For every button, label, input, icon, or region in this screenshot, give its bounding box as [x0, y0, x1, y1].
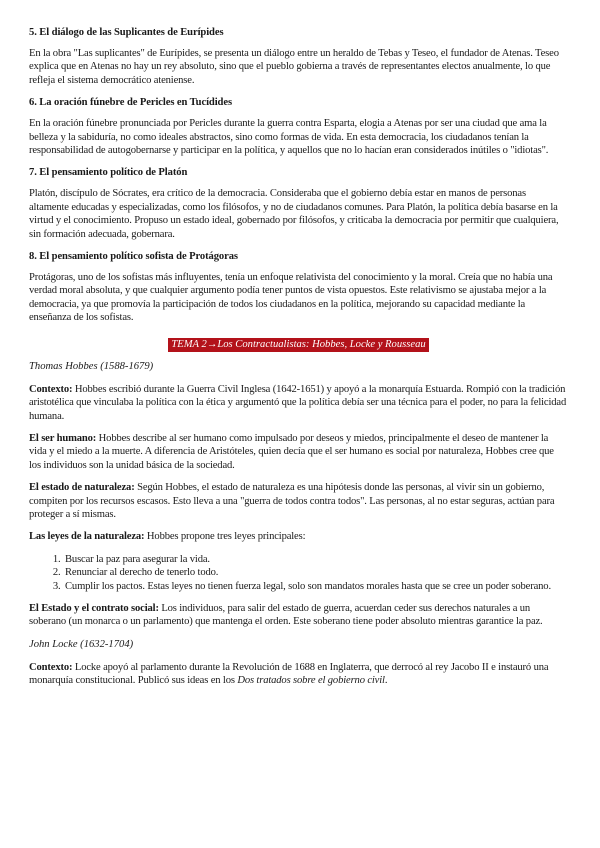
section-body: Protágoras, uno de los sofistas más influyentes, tenía un enfoque relativista del conocimiento y la moral. Creía que no había una verdad moral absoluta, y que cualquier argumento podía tener puntos de vista opuestos. Este relativismo se ajustaba mejor a la democracia, ya que promovía la participación de todos los ciudadanos en la política, mejorando su capacidad mediante la enseñanza de los sofistas. — [29, 272, 553, 324]
section-protagoras — [29, 250, 568, 325]
hobbes-contrato — [29, 602, 568, 629]
paragraph-label: El ser humano: — [29, 432, 97, 444]
section-body: En la oración fúnebre pronunciada por Pericles durante la guerra contra Esparta, elogia a Atenas por ser una ciudad que ama la belleza y la sabiduría, no como ideales abstractos, sino como formas de vida. En esta democracia, los ciudadanos tenían la responsabilidad de autogobernarse y participar en la política, y aquellos que no lo hacían eran considerados inútiles o "idiotas". — [29, 118, 549, 157]
paragraph-label: Contexto: — [29, 661, 73, 673]
list-item: 1. Buscar la paz para asegurar la vida. — [63, 553, 568, 566]
paragraph-label: Las leyes de la naturaleza: — [29, 531, 145, 543]
section-body: Platón, discípulo de Sócrates, era crítico de la democracia. Consideraba que el gobierno debía estar en manos de personas altamente educadas y especializadas, como los filósofos, y no de ciudadanos comunes. Para Platón, la política debía basarse en la virtud y el conocimiento. Propuso un estado ideal, gobernado por filósofos, y criticaba la democracia por permitir que cualquiera, sin formación adecuada, gobernara. — [29, 188, 559, 240]
paragraph-label: El Estado y el contrato social: — [29, 602, 159, 614]
author-locke: John Locke (1632-1704) — [29, 638, 134, 650]
section-pericles — [29, 96, 568, 157]
paragraph-text: Hobbes escribió durante la Guerra Civil Inglesa (1642-1651) y apoyó a la monarquía Estuarda. Rompió con la tradición aristotélica que vinculaba la política con la ética y argumentó que la política debía ser una técnica para el poder, no para la felicidad humana. — [29, 383, 567, 422]
paragraph-end: . — [384, 675, 388, 687]
section-heading: 7. El pensamiento político de Platón — [29, 167, 188, 179]
topic-banner-row — [29, 334, 568, 352]
section-suplicantes — [29, 26, 568, 87]
paragraph-text: Hobbes describe al ser humano como impulsado por deseos y miedos, principalmente el deseo de mantener la vida y el miedo a la muerte. A diferencia de Aristóteles, quien decía que el ser humano es social por naturaleza, Hobbes cree que los individuos son la unidad básica de la sociedad. — [29, 432, 554, 471]
paragraph-label: El estado de naturaleza: — [29, 482, 135, 494]
paragraph-label: Contexto: — [29, 383, 73, 395]
paragraph-text: Los individuos, para salir del estado de guerra, acuerdan ceder sus derechos naturales a un soberano (un monarca o un parlamento) que mantenga el orden. Este soberano tiene poder absoluto mientras garantice la paz. — [29, 602, 543, 628]
hobbes-contexto — [29, 383, 568, 423]
section-platon — [29, 166, 568, 241]
locke-contexto — [29, 661, 568, 688]
hobbes-leyes — [29, 530, 568, 543]
section-heading: 8. El pensamiento político sofista de Protágoras — [29, 251, 238, 263]
paragraph-text: Hobbes propone tres leyes principales: — [144, 531, 306, 543]
section-heading: 6. La oración fúnebre de Pericles en Tucídides — [29, 97, 232, 109]
list-item: 2. Renunciar al derecho de tenerlo todo. — [63, 566, 568, 579]
hobbes-estado-naturaleza — [29, 481, 568, 521]
section-heading: 5. El diálogo de las Suplicantes de Eurípides — [29, 27, 224, 38]
topic-banner: TEMA 2→Los Contractualistas: Hobbes, Locke y Rousseau — [168, 338, 428, 352]
hobbes-ser-humano — [29, 432, 568, 472]
author-hobbes: Thomas Hobbes (1588-1679) — [29, 360, 154, 372]
work-title: Dos tratados sobre el gobierno civil — [237, 675, 385, 687]
list-item: 3. Cumplir los pactos. Estas leyes no tienen fuerza legal, solo son mandatos morales hasta que se cree un poder soberano. — [63, 580, 568, 593]
leyes-list — [29, 553, 568, 593]
paragraph-text: Según Hobbes, el estado de naturaleza es una hipótesis donde las personas, al vivir sin un gobierno, compiten por los recursos escasos. Esto lleva a una "guerra de todos contra todos". Las personas, al no estar seguras, actúan para proteger a sí mismas. — [29, 482, 555, 520]
section-body: En la obra "Las suplicantes" de Eurípides, se presenta un diálogo entre un heraldo de Tebas y Teseo, el fundador de Atenas. Teseo explica que en Atenas no hay un rey absoluto, sino que el pueblo gobierna a través de representantes electos anualmente, lo que refleja el sistema democrático ateniense. — [29, 48, 559, 86]
paragraph-text: Locke apoyó al parlamento durante la Revolución de 1688 en Inglaterra, que derrocó al rey Jacobo II e instauró una monarquía constitucional. Publicó sus ideas en los — [29, 661, 549, 687]
